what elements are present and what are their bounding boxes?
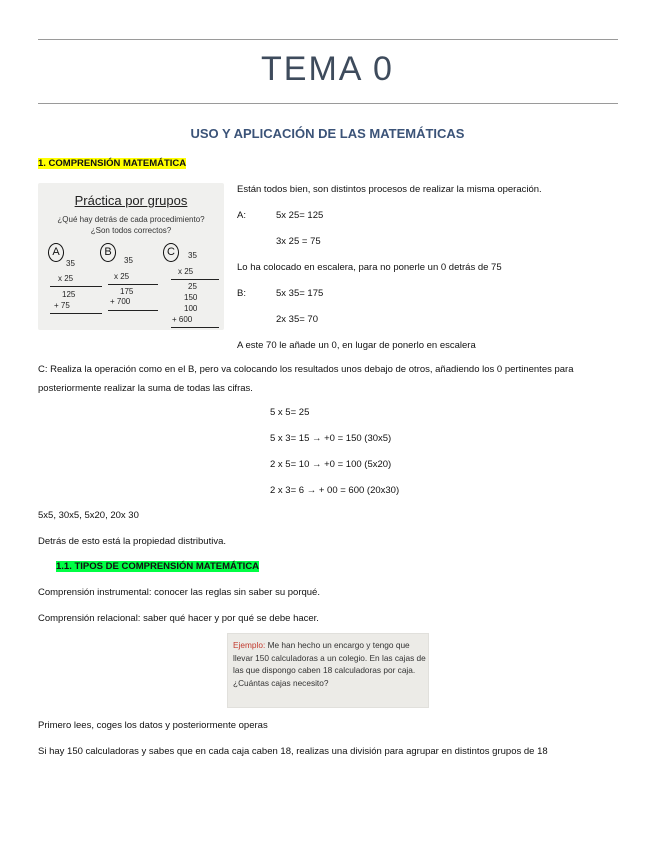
col-a-line-1: 35 [66,259,75,268]
title-rule [38,103,618,104]
section-heading-1 [38,158,186,170]
section-heading-1-1-text: 1.1. TIPOS DE COMPRENSIÓN MATEMÁTICA [56,561,260,572]
col-a-rule-2 [50,313,102,314]
figure-question-2: ¿Son todos correctos? [90,226,172,235]
label-b-circle: B [100,243,116,262]
col-a-line-4: + 75 [54,301,70,310]
c-paragraph: C: Realiza la operación como en el B, pero va colocando los resultados unos debajo de otros, añadiendo los 0 pertinentes para posteriormente realizar la suma de todas las cifras. [38,364,574,394]
col-c-line-6: + 600 [172,315,193,324]
example-label: Ejemplo: [233,640,266,650]
b-line-2: 2x 35= 70 [276,314,318,325]
summary-line: 5x5, 30x5, 5x20, 20x 30 [38,510,139,521]
c-step-1: 5 x 5= 25 [270,407,310,418]
practice-figure [38,183,224,330]
example-text-block [233,639,429,689]
intro-text: Están todos bien, son distintos procesos de realizar la misma operación. [237,184,542,195]
document-subtitle: USO Y APLICACIÓN DE LAS MATEMÁTICAS [190,126,465,141]
read-line: Primero lees, coges los datos y posteriormente operas [38,720,268,731]
label-c-circle: C [163,243,179,262]
a-line-1: 5x 25= 125 [276,210,324,221]
relational-line: Comprensión relacional: saber qué hacer y por qué se debe hacer. [38,613,319,624]
col-c-line-2: x 25 [178,267,194,276]
figure-question-1: ¿Qué hay detrás de cada procedimiento? [57,215,205,224]
col-c-line-1: 35 [188,251,197,260]
example-box [227,633,429,708]
division-line: Si hay 150 calculadoras y sabes que en cada caja caben 18, realizas una división para agrupar en distintos grupos de 18 [38,746,548,757]
section-heading-1-text: 1. COMPRENSIÓN MATEMÁTICA [38,158,187,169]
col-b-line-4: + 700 [110,297,131,306]
col-b-rule-2 [108,310,158,311]
col-c-rule-1 [171,279,219,280]
col-a-line-2: x 25 [58,274,74,283]
col-b-line-1: 35 [124,256,133,265]
top-rule [38,39,618,40]
distributive-line: Detrás de esto está la propiedad distributiva. [38,536,226,547]
a-note: Lo ha colocado en escalera, para no ponerle un 0 detrás de 75 [237,262,502,273]
example-text: Me han hecho un encargo y tengo que llevar 150 calculadoras a un colegio. En las cajas de las que dispongo caben 18 calculadoras por caja. ¿Cuántas cajas necesito? [233,640,426,688]
col-c-rule-2 [171,327,219,328]
c-step-4: 2 x 3= 6 → + 00 = 600 (20x30) [270,485,400,496]
label-a-circle: A [48,243,64,262]
a-label: A: [237,210,246,221]
col-b-rule-1 [108,284,158,285]
figure-title: Práctica por grupos [74,193,188,208]
col-c-line-4: 150 [184,293,198,302]
col-c-line-5: 100 [184,304,198,313]
section-heading-1-1 [56,561,259,573]
instrumental-line: Comprensión instrumental: conocer las reglas sin saber su porqué. [38,587,320,598]
b-label: B: [237,288,246,299]
c-step-2: 5 x 3= 15 → +0 = 150 (30x5) [270,433,392,444]
col-a-line-3: 125 [62,290,76,299]
b-note: A este 70 le añade un 0, en lugar de ponerlo en escalera [237,340,476,351]
b-line-1: 5x 35= 175 [276,288,324,299]
a-line-2: 3x 25 = 75 [276,236,321,247]
col-b-line-2: x 25 [114,272,130,281]
c-step-3: 2 x 5= 10 → +0 = 100 (5x20) [270,459,392,470]
col-b-line-3: 175 [120,287,134,296]
col-c-line-3: 25 [188,282,197,291]
col-a-rule-1 [50,286,102,287]
page-title: TEMA 0 [261,50,394,88]
